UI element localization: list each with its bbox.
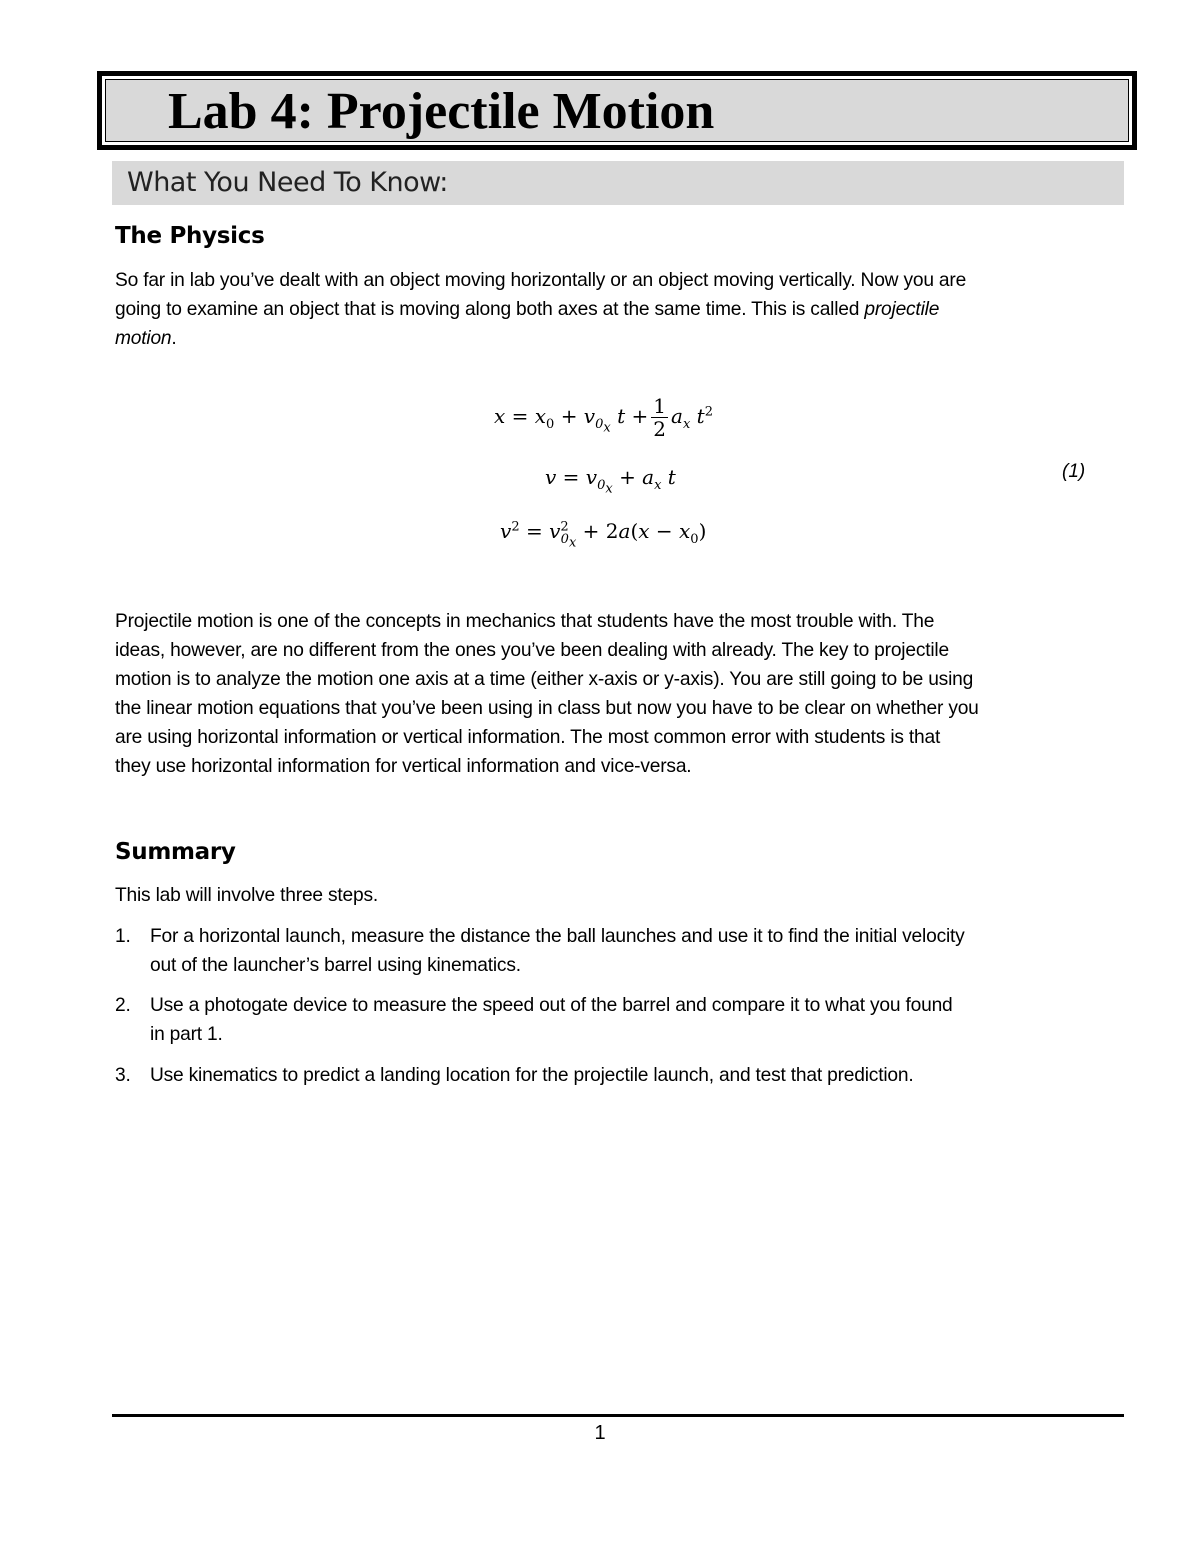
summary-intro: This lab will involve three steps. [115,885,379,906]
summary-heading: Summary [115,839,236,865]
page-title: Lab 4: Projectile Motion [168,83,715,140]
intro-italic: projectile [864,299,940,320]
list-item-text: Use a photogate device to measure the speed out of the barrel and compare it to what you found in part 1. [150,995,953,1045]
list-item-number: 1. [115,926,131,947]
intro-italic: motion [115,328,172,349]
paragraph-line: Projectile motion is one of the concepts in mechanics that students have the most trouble with. The [115,611,935,632]
intro-line: motion. [115,328,177,349]
paragraph-line: motion is to analyze the motion one axis at a time (either x-axis or y-axis). You are still going to be using [115,669,974,690]
section-heading-bar [112,161,1124,205]
intro-line: So far in lab you’ve dealt with an object moving horizontally or an object moving vertically. Now you are [115,270,967,291]
physics-paragraph [115,607,1127,781]
intro-line: going to examine an object that is moving along both axes at the same time. This is called projectile [115,299,940,320]
equation-velocity: $v = v_{0_x} + a_x$ t [545,465,676,497]
physics-intro [115,266,1127,353]
physics-heading: The Physics [115,223,265,249]
footer-divider [112,1414,1124,1417]
list-item-number: 3. [115,1065,131,1086]
paragraph-line: ideas, however, are no different from the ones you’ve been dealing with already. The key to projectile [115,640,949,661]
list-item-number: 2. [115,995,131,1016]
paragraph-line: they use horizontal information for vertical information and vice-versa. [115,756,692,777]
equation-position: $x = x_0 + v_{0_x}$ t + $\frac{1}{2}$ $a_x$ $t^2$ [494,394,713,441]
list-item-text: For a horizontal launch, measure the distance the ball launches and use it to find the initial velocity out of the launcher’s barrel using kinematics. [150,926,965,976]
paragraph-line: are using horizontal information or vertical information. The most common error with students is that [115,727,941,748]
section-heading: What You Need To Know: [127,167,448,198]
list-item-text: Use kinematics to predict a landing location for the projectile launch, and test that prediction. [150,1065,914,1086]
equation-number: (1) [1062,461,1086,482]
equation-velocity-squared: $v^2 = v^2_{0_x} + 2a(x - x_0)$ [500,519,707,551]
paragraph-line: the linear motion equations that you’ve been using in class but now you have to be clear on whether you [115,698,979,719]
page-number: 1 [594,1422,606,1444]
title-box [97,71,1137,150]
